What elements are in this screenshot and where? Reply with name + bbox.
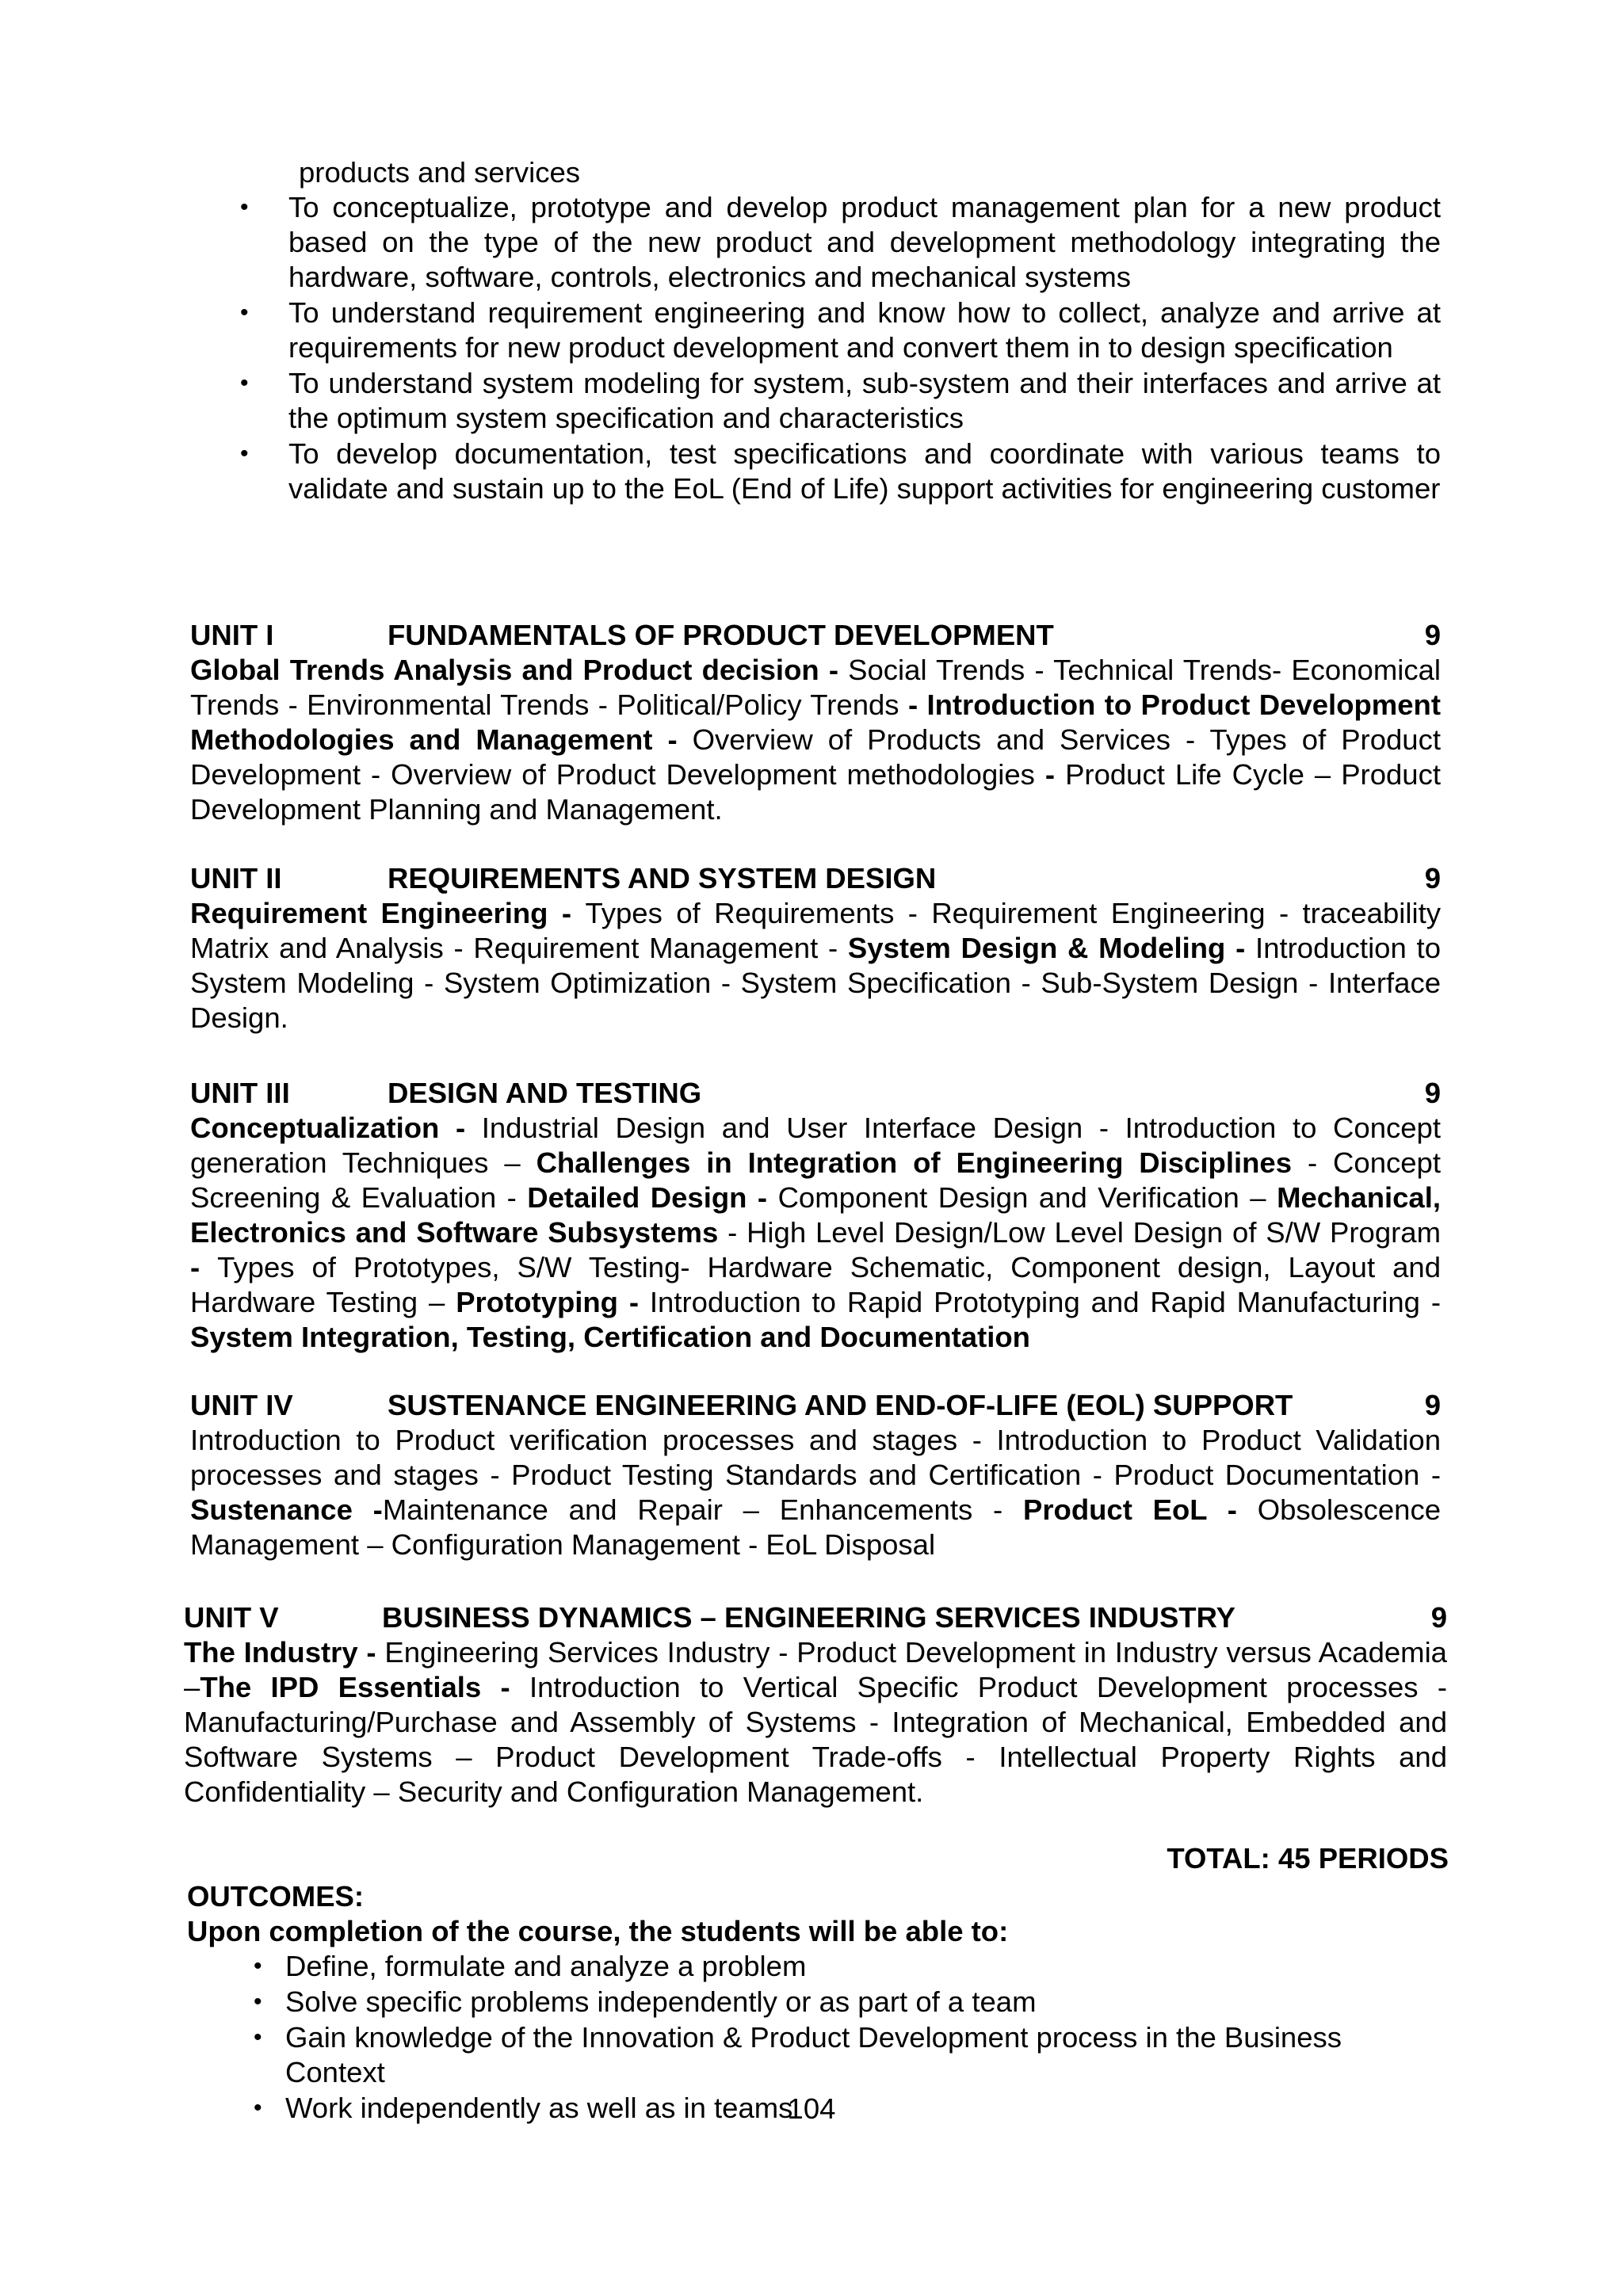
bold-topic: Global Trends Analysis and Product decision - (190, 654, 849, 686)
total-periods: TOTAL: 45 PERIODS (1167, 1842, 1449, 1875)
topic-text: Industrial Design and User Interface Design - Introduction to Concept generation Techniques – (190, 1112, 1442, 1179)
unit-hours: 9 (1430, 1601, 1447, 1634)
unit-title: SUSTENANCE ENGINEERING AND END-OF-LIFE (EOL) SUPPORT (388, 1389, 1293, 1421)
unit-title: FUNDAMENTALS OF PRODUCT DEVELOPMENT (388, 619, 1054, 651)
topic-text: - Concept Screening & Evaluation - (190, 1146, 1441, 1214)
topic-text: Introduction to System Modeling - System Optimization - System Specification - Sub-System Design - Interface Design. (190, 932, 1441, 1034)
topic-text: Introduction to Vertical Specific Product Development processes -Manufacturing/Purchase and Assembly of Systems - Integration of Mechanical, Embedded and Software Systems – Product Development Trade-offs - Intellectual Property Rights and Confidentiality – Security and Configuration Management. (184, 1671, 1447, 1808)
bold-topic: The Industry - (184, 1636, 385, 1669)
bold-topic: Prototyping - (456, 1286, 650, 1318)
unit-hours: 9 (1424, 862, 1441, 894)
bold-topic: Conceptualization - (190, 1112, 482, 1144)
bullet-icon: • (240, 194, 249, 220)
objective-item: • To develop documentation, test specifications and coordinate with various teams to validate and sustain up to the EoL (End of Life) support activities for engineering customer (240, 437, 1441, 505)
bullet-icon: • (254, 1989, 262, 2015)
bold-topic: - (1044, 758, 1066, 791)
bold-topic: - (190, 1251, 218, 1283)
unit-content (190, 653, 1441, 827)
unit-heading (190, 861, 1441, 896)
bullet-icon: • (254, 2095, 262, 2121)
outcomes-intro: Upon completion of the course, the students will be able to: (187, 1915, 1009, 1947)
bold-topic: Sustenance - (190, 1493, 383, 1526)
unit-title: BUSINESS DYNAMICS – ENGINEERING SERVICES INDUSTRY (382, 1601, 1235, 1634)
bold-topic: System Integration, Testing, Certification and Documentation (190, 1321, 1030, 1353)
bullet-icon: • (240, 370, 249, 396)
unit-heading (184, 1600, 1447, 1635)
unit-number: UNIT III (190, 1077, 290, 1109)
topic-text: Social Trends - Technical Trends- Economical Trends - Environmental Trends - Political/Policy Trends (190, 654, 1441, 721)
topic-text: Obsolescence Management – Configuration Management - EoL Disposal (190, 1493, 1442, 1561)
bold-topic: - Introduction to Product Development Methodologies and Management - (190, 688, 1441, 756)
outcomes-heading: OUTCOMES: (187, 1880, 365, 1913)
unit-heading (190, 618, 1441, 653)
unit-hours: 9 (1424, 1077, 1441, 1109)
topic-text: Types of Prototypes, S/W Testing- Hardware Schematic, Component design, Layout and Hardware Testing – (190, 1251, 1441, 1318)
unit-heading (190, 1388, 1441, 1423)
topic-text: Maintenance and Repair – Enhancements - (382, 1493, 1023, 1526)
unit-hours: 9 (1424, 619, 1441, 651)
page-number: 104 (787, 2092, 836, 2125)
unit-title: REQUIREMENTS AND SYSTEM DESIGN (388, 862, 937, 894)
topic-text: Introduction to Rapid Prototyping and Rapid Manufacturing - (649, 1286, 1442, 1318)
bold-topic: Mechanical, Electronics and Software Subsystems (190, 1181, 1442, 1249)
unit-section (190, 1076, 1441, 1355)
outcome-item: • Gain knowledge of the Innovation & Product Development process in the Business Context (254, 2021, 1342, 2088)
unit-number: UNIT I (190, 619, 274, 651)
unit-number: UNIT II (190, 862, 282, 894)
unit-section (190, 861, 1441, 1035)
bullet-icon: • (240, 299, 249, 326)
unit-content (190, 1111, 1441, 1355)
outcome-item: • Define, formulate and analyze a problem (254, 1950, 807, 1982)
topic-text: Engineering Services Industry - Product Development in Industry versus Academia – (184, 1636, 1447, 1703)
topic-text: Introduction to Product verification processes and stages - Introduction to Product Validation processes and stages - Product Testing Standards and Certification - Product Documentation - (190, 1424, 1441, 1491)
unit-content (190, 896, 1441, 1035)
unit-heading (190, 1076, 1441, 1111)
unit-number: UNIT IV (190, 1389, 293, 1421)
objective-item: • To conceptualize, prototype and develop product management plan for a new product based on the type of the new product and development methodology integrating the hardware, software, controls, electronics and mechanical systems (240, 191, 1441, 293)
unit-content (184, 1635, 1447, 1810)
bullet-icon: • (254, 1953, 262, 1979)
topic-text: Types of Requirements - Requirement Engineering - traceability Matrix and Analysis - Requirement Management - (190, 897, 1441, 964)
bold-topic: Requirement Engineering - (190, 897, 586, 929)
outcome-item: • Solve specific problems independently or as part of a team (254, 1985, 1037, 2018)
outcome-item: • Work independently as well as in teams (254, 2092, 793, 2124)
bold-topic: Product EoL - (1022, 1493, 1258, 1526)
topic-text: Component Design and Verification – (777, 1181, 1277, 1214)
objective-item: • To understand system modeling for system, sub-system and their interfaces and arrive at the optimum system specification and characteristics (240, 367, 1441, 434)
bold-topic: The IPD Essentials - (200, 1671, 529, 1703)
unit-section (190, 1388, 1441, 1562)
objective-item: • To understand requirement engineering and know how to collect, analyze and arrive at requirements for new product development and convert them in to design specification (240, 296, 1441, 364)
unit-section (184, 1600, 1447, 1810)
unit-number: UNIT V (184, 1601, 279, 1634)
unit-title: DESIGN AND TESTING (388, 1077, 702, 1109)
topic-text: Overview of Products and Services - Types of Product Development - Overview of Product Development methodologies (190, 723, 1441, 791)
unit-hours: 9 (1424, 1389, 1441, 1421)
unit-section (190, 618, 1441, 827)
unit-content (190, 1423, 1441, 1562)
bullet-icon: • (254, 2024, 262, 2050)
bold-topic: Detailed Design - (527, 1181, 778, 1214)
bold-topic: Challenges in Integration of Engineering Disciplines (536, 1146, 1308, 1179)
continued-objective-text: products and services (299, 156, 581, 189)
bullet-icon: • (240, 441, 249, 467)
objectives-list (0, 190, 1441, 507)
topic-text: Product Life Cycle – Product Development Planning and Management. (190, 758, 1441, 826)
bold-topic: System Design & Modeling - (847, 932, 1256, 964)
topic-text: - High Level Design/Low Level Design of S/W Program (727, 1216, 1441, 1249)
